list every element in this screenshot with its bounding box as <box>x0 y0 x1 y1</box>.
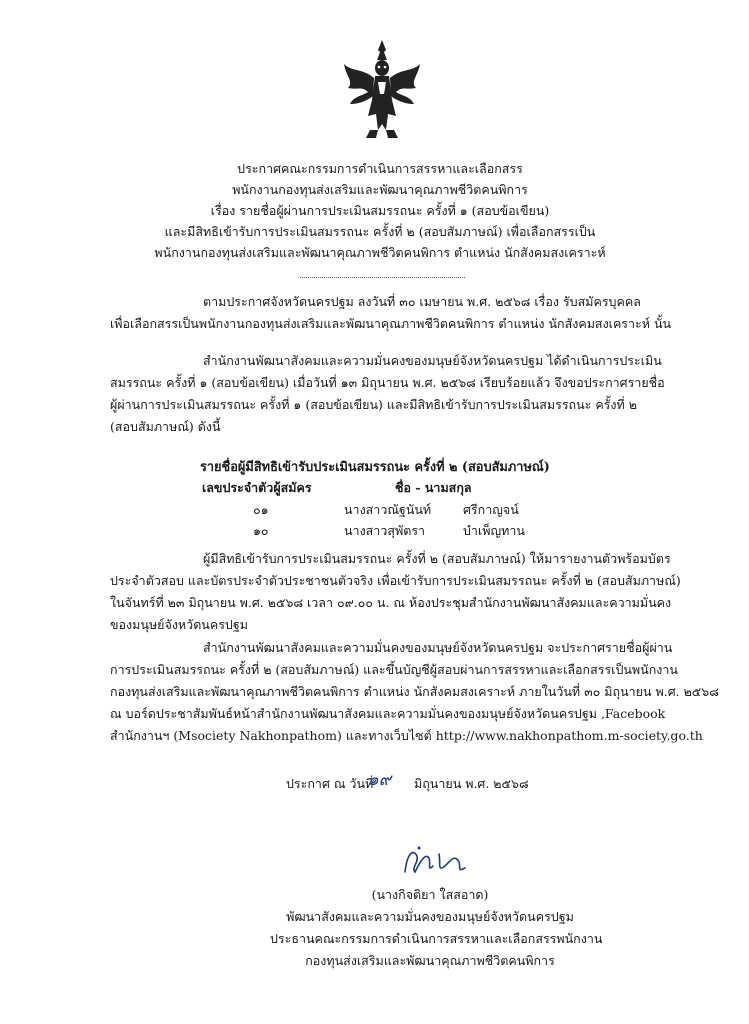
paragraph-result-announcement <box>110 637 719 747</box>
signer-position: กองทุนส่งเสริมและพัฒนาคุณภาพชีวิตคนพิการ <box>305 953 555 968</box>
announce-day-handwritten: ๑๙ <box>368 770 392 790</box>
candidate-last-name: ศรีกาญจน์ <box>463 502 519 517</box>
announce-month-year: มิถุนายน พ.ศ. ๒๕๖๘ <box>414 776 529 791</box>
signer-position: ประธานคณะกรรมการดำเนินการสรรหาและเลือกสรรพนักงาน <box>270 931 603 946</box>
header-line: ประกาศคณะกรรมการดำเนินการสรรหาและเลือกสรร <box>237 161 523 176</box>
header-line: พนักงานกองทุนส่งเสริมและพัฒนาคุณภาพชีวิตคนพิการ ตำแหน่ง นักสังคมสงเคราะห์ <box>154 245 606 260</box>
signer-name: (นางกิจติยา ใสสอาด) <box>371 887 489 902</box>
paragraph-line: สำนักงานพัฒนาสังคมและความมั่นคงของมนุษย์จังหวัดนครปฐม จะประกาศรายชื่อผู้ผ่าน <box>203 640 673 655</box>
paragraph-line: (สอบสัมภาษณ์) ดังนี้ <box>110 419 221 434</box>
paragraph-line: สำนักงานฯ (Msociety Nakhonpathom) และทางเว็บไซต์ http://www.nakhonpathom.m-society.go.th <box>110 728 703 743</box>
paragraph-exam-result <box>110 350 690 438</box>
signer-position: พัฒนาสังคมและความมั่นคงของมนุษย์จังหวัดนครปฐม <box>286 909 574 924</box>
candidate-first-name: นางสาวสุพัตรา <box>344 523 426 538</box>
candidate-last-name: บำเพ็ญทาน <box>463 523 525 538</box>
candidate-first-name: นางสาวณัฐนันท์ <box>344 502 432 517</box>
paragraph-line: การประเมินสมรรถนะ ครั้งที่ ๒ (สอบสัมภาษณ์) และขึ้นบัญชีผู้สอบผ่านการสรรหาและเลือกสรรเป็นพนักงาน <box>110 662 678 677</box>
announce-date-prefix: ประกาศ ณ วันที่ <box>286 776 374 791</box>
header-divider <box>300 277 465 278</box>
announcement-header <box>60 158 700 263</box>
paragraph-line: ในจันทร์ที่ ๒๓ มิถุนายน พ.ศ. ๒๕๖๘ เวลา ๐๙.๐๐ น. ณ ห้องประชุมสำนักงานพัฒนาสังคมและความมั่นคง <box>110 595 672 610</box>
candidate-id: ๑๐ <box>253 523 269 538</box>
column-header-full-name: ชื่อ - นามสกุล <box>395 480 472 495</box>
signer-block <box>270 884 603 972</box>
paragraph-line: ตามประกาศจังหวัดนครปฐม ลงวันที่ ๓๐ เมษายน พ.ศ. ๒๕๖๘ เรื่อง รับสมัครบุคคล <box>203 294 641 309</box>
paragraph-line: สำนักงานพัฒนาสังคมและความมั่นคงของมนุษย์จังหวัดนครปฐม ได้ดำเนินการประเมิน <box>203 353 662 368</box>
paragraph-line: ของมนุษย์จังหวัดนครปฐม <box>110 617 249 632</box>
paragraph-reference <box>110 291 690 335</box>
paragraph-line: กองทุนส่งเสริมและพัฒนาคุณภาพชีวิตคนพิการ ตำแหน่ง นักสังคมสงเคราะห์ ภายในวันที่ ๓๐ มิถุนายน พ.ศ. ๒๕๖๘ <box>110 684 719 699</box>
column-header-applicant-id: เลขประจำตัวผู้สมัคร <box>202 480 312 495</box>
handwritten-signature <box>395 842 475 878</box>
paragraph-line: ผู้มีสิทธิเข้ารับการประเมินสมรรถนะ ครั้งที่ ๒ (สอบสัมภาษณ์) ให้มารายงานตัวพร้อมบัตร <box>203 551 671 566</box>
header-subject-line: เรื่อง รายชื่อผู้ผ่านการประเมินสมรรถนะ ครั้งที่ ๑ (สอบข้อเขียน) <box>210 203 550 218</box>
candidate-id: ๐๑ <box>253 502 269 517</box>
paragraph-line: ผู้ผ่านการประเมินสมรรถนะ ครั้งที่ ๑ (สอบข้อเขียน) และมีสิทธิเข้ารับการประเมินสมรรถนะ ครั้งที่ ๒ <box>110 397 637 412</box>
paragraph-line: ประจำตัวสอบ และบัตรประจำตัวประชาชนตัวจริง เพื่อเข้ารับการประเมินสมรรถนะ ครั้งที่ ๒ (สอบสัมภาษณ์) <box>110 573 681 588</box>
candidate-list-title: รายชื่อผู้มีสิทธิเข้ารับประเมินสมรรถนะ ครั้งที่ ๒ (สอบสัมภาษณ์) <box>200 460 550 475</box>
paragraph-line: ณ บอร์ดประชาสัมพันธ์หน้าสำนักงานพัฒนาสังคมและความมั่นคงของมนุษย์จังหวัดนครปฐม ,Facebook <box>110 706 666 721</box>
header-line: และมีสิทธิเข้ารับการประเมินสมรรถนะ ครั้งที่ ๒ (สอบสัมภาษณ์) เพื่อเลือกสรรเป็น <box>164 224 596 239</box>
paragraph-line: สมรรถนะ ครั้งที่ ๑ (สอบข้อเขียน) เมื่อวันที่ ๑๓ มิถุนายน พ.ศ. ๒๕๖๘ เรียบร้อยแล้ว จึงขอประกาศรายชื่อ <box>110 375 665 390</box>
paragraph-line: เพื่อเลือกสรรเป็นพนักงานกองทุนส่งเสริมและพัฒนาคุณภาพชีวิตคนพิการ ตำแหน่ง นักสังคมสงเคราะห์ นั้น <box>110 316 672 331</box>
paragraph-interview-instructions <box>110 548 690 636</box>
garuda-emblem-icon <box>340 38 424 140</box>
header-line: พนักงานกองทุนส่งเสริมและพัฒนาคุณภาพชีวิตคนพิการ <box>232 182 528 197</box>
